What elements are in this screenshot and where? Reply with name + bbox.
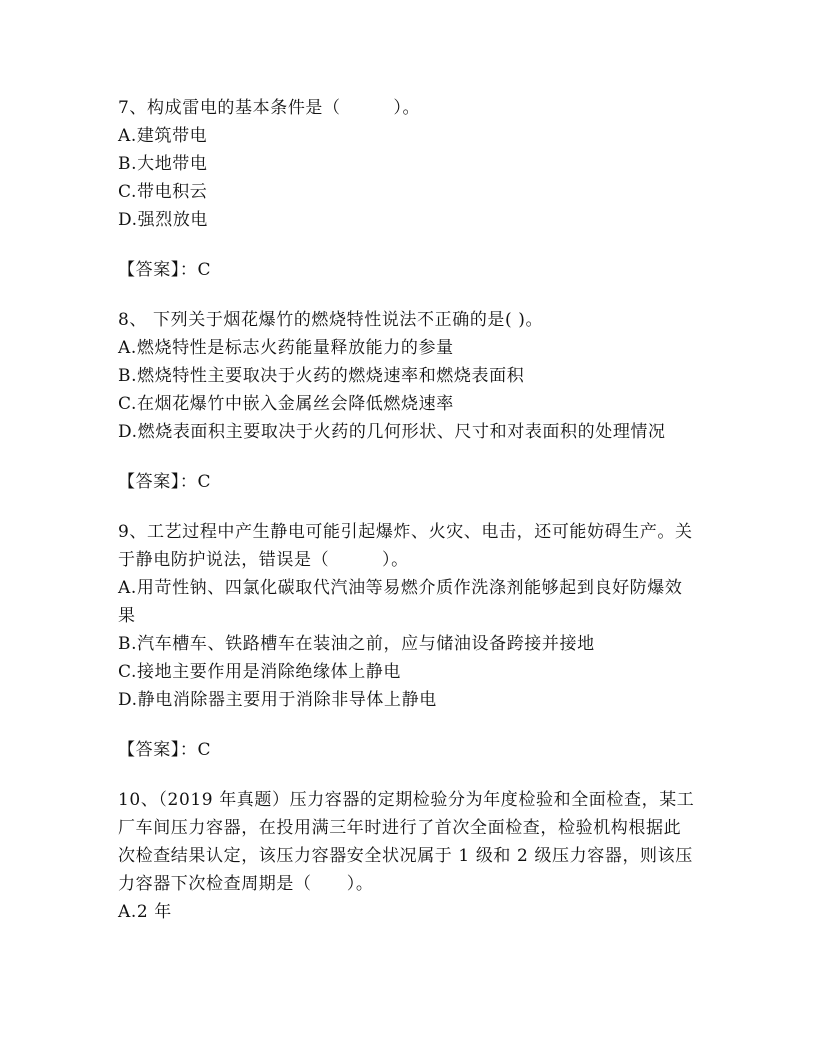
option-c: C.在烟花爆竹中嵌入金属丝会降低燃烧速率 [118, 394, 454, 414]
option-a: A.燃烧特性是标志火药能量释放能力的参量 [118, 338, 454, 358]
question-stem: 10、（2019 年真题）压力容器的定期检验分为年度检验和全面检查，某工厂车间压力容器，在投用满三年时进行了首次全面检查，检验机构根据此次检查结果认定，该压力容器安全状况属于 1 级和 2 级压力容器，则该压力容器下次检查周期是（ ）。 [118, 790, 695, 894]
option-a: A.2 年 [118, 902, 172, 922]
question-9 [118, 518, 698, 714]
question-stem: 7、构成雷电的基本条件是（ ）。 [118, 98, 421, 118]
option-d: D.燃烧表面积主要取决于火药的几何形状、尺寸和对表面积的处理情况 [118, 422, 666, 442]
question-7 [118, 94, 698, 234]
answer-line: 【答案】：C [118, 472, 212, 492]
answer-line: 【答案】：C [118, 260, 212, 280]
question-stem: 8、 下列关于烟花爆竹的燃烧特性说法不正确的是( )。 [118, 310, 544, 330]
option-b: B.汽车槽车、铁路槽车在装油之前，应与储油设备跨接并接地 [118, 634, 595, 654]
option-a: A.建筑带电 [118, 126, 208, 146]
option-a: A.用苛性钠、四氯化碳取代汽油等易燃介质作洗涤剂能够起到良好防爆效果 [118, 578, 683, 626]
question-stem: 9、工艺过程中产生静电可能引起爆炸、火灾、电击，还可能妨碍生产。关于静电防护说法，错误是（ ）。 [118, 522, 693, 570]
option-b: B.燃烧特性主要取决于火药的燃烧速率和燃烧表面积 [118, 366, 525, 386]
question-10 [118, 786, 698, 926]
option-d: D.静电消除器主要用于消除非导体上静电 [118, 690, 437, 710]
option-c: C.带电积云 [118, 182, 208, 202]
question-8 [118, 306, 698, 446]
option-c: C.接地主要作用是消除绝缘体上静电 [118, 662, 402, 682]
option-d: D.强烈放电 [118, 210, 209, 230]
option-b: B.大地带电 [118, 154, 208, 174]
answer-line: 【答案】：C [118, 740, 212, 760]
exam-page [118, 94, 698, 926]
